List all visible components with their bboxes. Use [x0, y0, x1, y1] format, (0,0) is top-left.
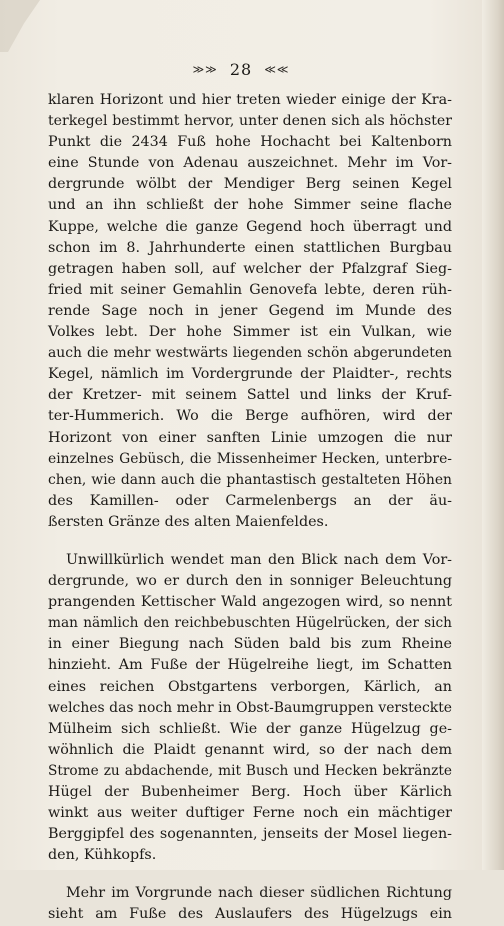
- ornament-right-icon: ≪≪: [264, 63, 290, 76]
- text-line: Berggipfel des sogenannten, jenseits der Mosel liegen-: [48, 826, 452, 843]
- page-header: [0, 60, 482, 79]
- text-line: den, Kühkopfs.: [48, 847, 157, 864]
- paragraph: [48, 90, 452, 533]
- text-line: schon im 8. Jahrhunderte einen stattlichen Burgbau: [48, 239, 452, 256]
- text-line: auch die mehr westwärts liegenden schön abgerundeten: [48, 345, 452, 362]
- text-line: eines reichen Obstgartens verborgen, Kärlich, an: [48, 678, 452, 695]
- text-line: hinzieht. Am Fuße der Hügelreihe liegt, im Schatten: [48, 657, 452, 674]
- text-line: dergrunde, wo er durch den in sonniger Beleuchtung: [48, 573, 452, 590]
- text-line: Mülheim sich schließt. Wie der ganze Hügelzug ge-: [48, 720, 452, 737]
- text-line: und an ihn schließt der hohe Simmer seine flache: [48, 197, 452, 214]
- text-line: getragen haben soll, auf welcher der Pfalzgraf Sieg-: [48, 260, 452, 277]
- text-line: Strome zu abdachende, mit Busch und Hecken bekränzte: [48, 762, 452, 779]
- text-line: Horizont von einer sanften Linie umzogen die nur: [48, 429, 452, 446]
- text-line: man nämlich den reichbebuschten Hügelrücken, der sich: [48, 615, 452, 632]
- text-line: des Kamillen- oder Carmelenbergs an der äu-: [48, 492, 452, 509]
- text-line: dergrunde wölbt der Mendiger Berg seinen Kegel: [48, 176, 452, 193]
- text-line: Kegel, nämlich im Vordergrunde der Plaidter-, rechts: [48, 366, 452, 383]
- text-line: Mehr im Vorgrunde nach dieser südlichen Richtung: [66, 885, 452, 902]
- paragraph-gap: [48, 533, 452, 550]
- text-line: der Kretzer- mit seinem Sattel und links der Kruf-: [48, 387, 452, 404]
- text-line: Punkt die 2434 Fuß hohe Hochacht bei Kaltenborn: [48, 134, 452, 151]
- paragraph: [48, 883, 452, 925]
- paragraph: [48, 550, 452, 866]
- page-corner-fold: [0, 0, 40, 52]
- text-line: rende Sage noch in jener Gegend im Munde des: [48, 302, 452, 319]
- page-edge-shadow: [482, 0, 504, 870]
- text-line: Kuppe, welche die ganze Gegend hoch überragt und: [48, 218, 452, 235]
- text-line: welches das noch mehr in Obst-Baumgruppen versteckte: [48, 699, 452, 716]
- body-text: [48, 90, 452, 926]
- text-line: wöhnlich die Plaidt genannt wird, so der nach dem: [48, 741, 452, 758]
- ornament-left-icon: ≫≫: [192, 63, 218, 76]
- text-line: Unwillkürlich wendet man den Blick nach dem Vor-: [66, 551, 452, 568]
- text-line: in einer Biegung nach Süden bald bis zum Rheine: [48, 636, 452, 653]
- text-line: ßersten Gränze des alten Maienfeldes.: [48, 513, 329, 530]
- text-line: Volkes lebt. Der hohe Simmer ist ein Vulkan, wie: [48, 324, 452, 341]
- text-line: terkegel bestimmt hervor, unter denen sich als höchster: [48, 113, 452, 130]
- text-line: sieht am Fuße des Auslaufers des Hügelzugs ein: [48, 906, 452, 923]
- text-line: einzelnes Gebüsch, die Missenheimer Hecken, unterbre-: [48, 450, 452, 467]
- text-line: chen, wie dann auch die phantastisch gestalteten Höhen: [48, 471, 452, 488]
- text-line: prangenden Kettischer Wald angezogen wird, so nennt: [48, 594, 452, 611]
- text-line: winkt aus weiter duftiger Ferne noch ein mächtiger: [48, 805, 452, 822]
- paragraph-gap: [48, 866, 452, 883]
- text-line: eine Stunde von Adenau auszeichnet. Mehr im Vor-: [48, 155, 452, 172]
- text-line: Hügel der Bubenheimer Berg. Hoch über Kärlich: [48, 784, 452, 800]
- page-number: 28: [229, 60, 253, 79]
- text-line: fried mit seiner Gemahlin Genovefa lebte, deren rüh-: [48, 281, 452, 298]
- text-line: ter-Hummerich. Wo die Berge aufhören, wird der: [48, 408, 452, 425]
- text-line: klaren Horizont und hier treten wieder einige der Kra-: [48, 92, 452, 108]
